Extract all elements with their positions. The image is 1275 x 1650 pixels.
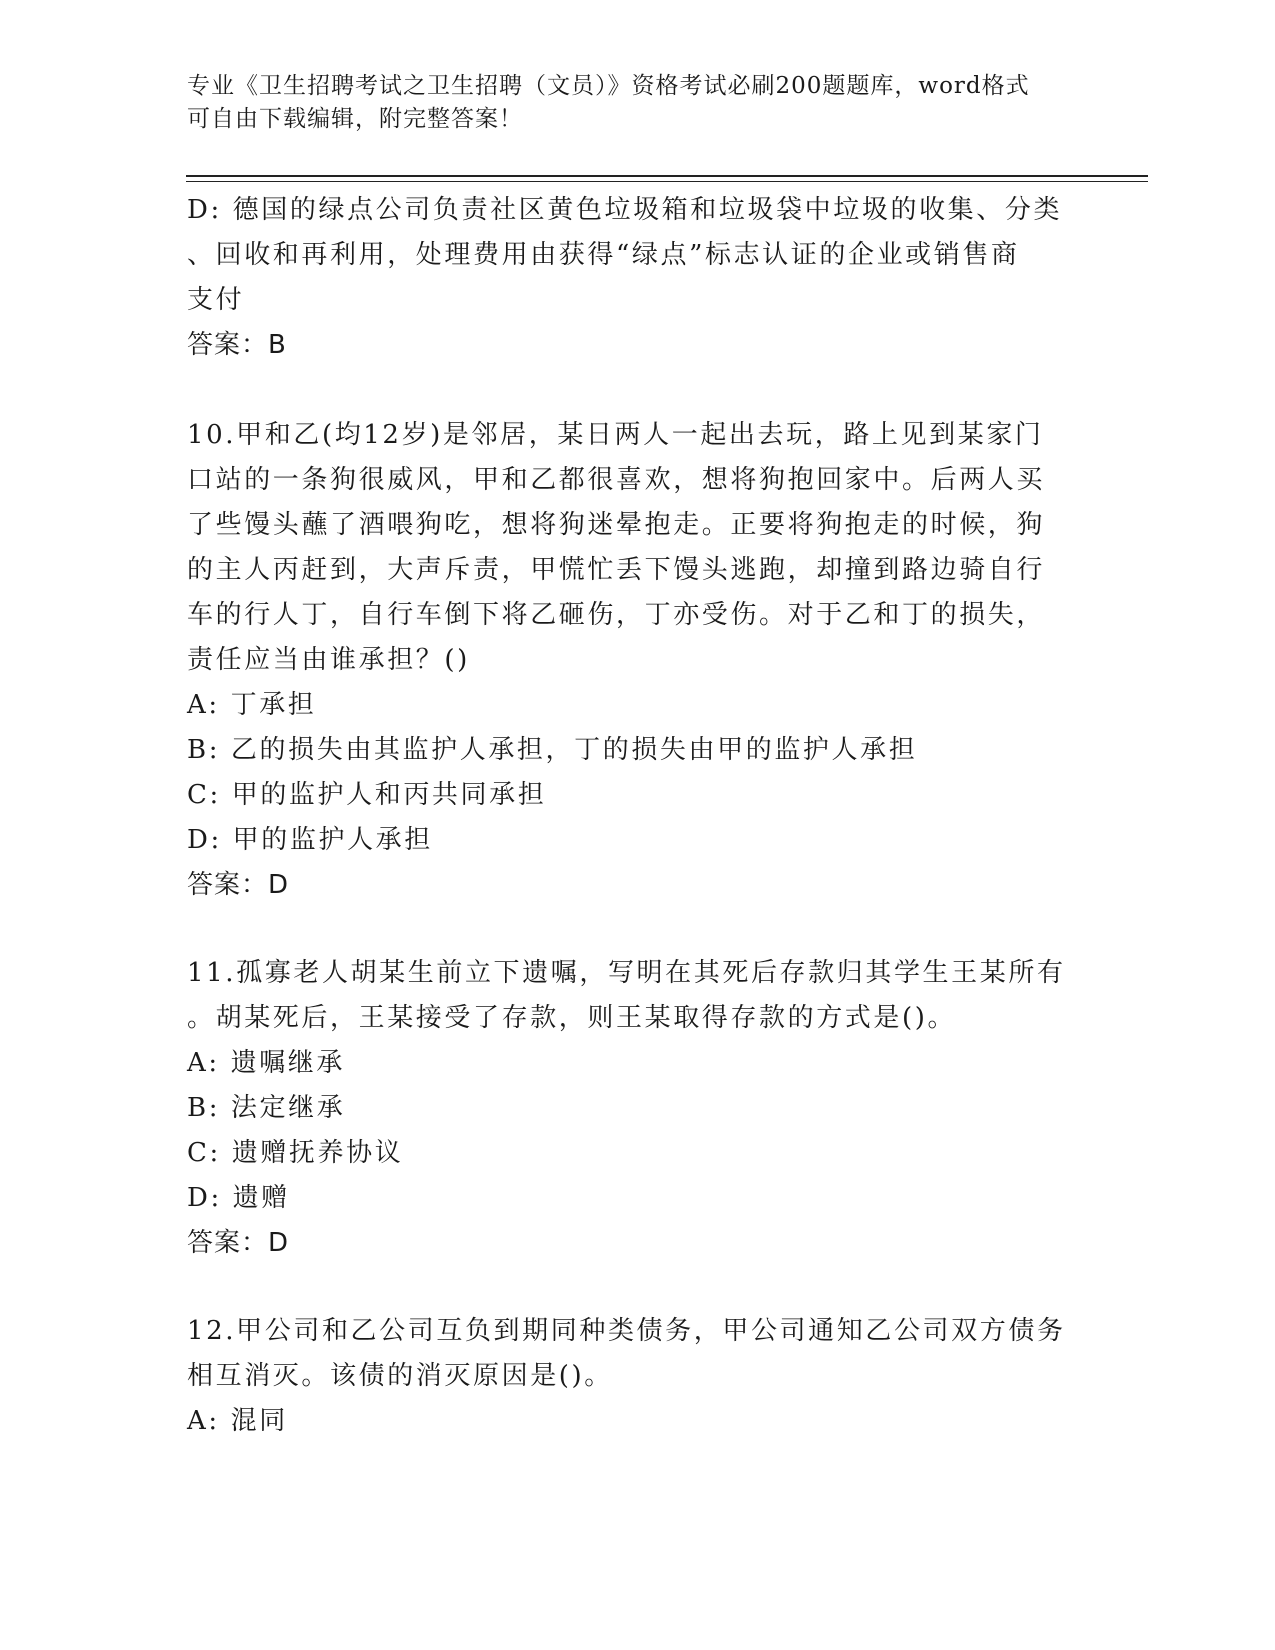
option-a: A: 丁承担	[187, 690, 317, 720]
page-header	[187, 70, 1067, 136]
header-divider-thin	[186, 181, 1148, 182]
question-stem-line: 车的行人丁，自行车倒下将乙砸伤，丁亦受伤。对于乙和丁的损失，	[187, 600, 1046, 630]
spacer	[187, 368, 1067, 413]
option-a: A: 遗嘱继承	[187, 1048, 346, 1078]
question-stem-line: 12.甲公司和乙公司互负到期同种类债务，甲公司通知乙公司双方债务	[187, 1316, 1066, 1346]
question-stem-line: 。胡某死后，王某接受了存款，则王某取得存款的方式是()。	[187, 1003, 957, 1033]
question-stem-line: 口站的一条狗很威风，甲和乙都很喜欢，想将狗抱回家中。后两人买	[187, 465, 1046, 495]
option-c: C: 遗赠抚养协议	[187, 1138, 404, 1168]
header-divider-thick	[186, 175, 1148, 177]
option-d: D: 甲的监护人承担	[187, 825, 433, 855]
answer-line: 答案：D	[187, 1228, 290, 1258]
question-stem-line: 责任应当由谁承担？()	[187, 645, 470, 675]
question-stem-line: 的主人丙赶到，大声斥责，甲慌忙丢下馒头逃跑，却撞到路边骑自行	[187, 555, 1046, 585]
header-title-line-1: 专业《卫生招聘考试之卫生招聘（文员）》资格考试必刷200题题库，word格式	[187, 73, 1030, 99]
option-d: D: 遗赠	[187, 1183, 290, 1213]
option-d-line: 支付	[187, 285, 245, 315]
question-12	[187, 1309, 1067, 1444]
answer-line: 答案：D	[187, 870, 290, 900]
question-stem-line: 11.孤寡老人胡某生前立下遗嘱，写明在其死后存款归其学生王某所有	[187, 958, 1066, 988]
question-9-tail	[187, 188, 1067, 368]
option-c: C: 甲的监护人和丙共同承担	[187, 780, 547, 810]
option-b: B: 法定继承	[187, 1093, 346, 1123]
question-stem-line: 相互消灭。该债的消灭原因是()。	[187, 1361, 613, 1391]
spacer	[187, 1266, 1067, 1309]
question-content	[187, 188, 1067, 1444]
question-stem-line: 了些馒头蘸了酒喂狗吃，想将狗迷晕抱走。正要将狗抱走的时候，狗	[187, 510, 1046, 540]
answer-line: 答案：B	[187, 330, 287, 360]
option-a: A: 混同	[187, 1406, 288, 1436]
option-b: B: 乙的损失由其监护人承担，丁的损失由甲的监护人承担	[187, 735, 918, 765]
spacer	[187, 908, 1067, 951]
header-title-line-2: 可自由下载编辑，附完整答案！	[187, 106, 523, 132]
question-11	[187, 951, 1067, 1266]
question-10	[187, 413, 1067, 908]
question-stem-line: 10.甲和乙(均12岁)是邻居，某日两人一起出去玩，路上见到某家门	[187, 420, 1044, 450]
option-d-line: 、回收和再利用，处理费用由获得“绿点”标志认证的企业或销售商	[187, 240, 1020, 270]
option-d-line: D: 德国的绿点公司负责社区黄色垃圾箱和垃圾袋中垃圾的收集、分类	[187, 195, 1063, 225]
